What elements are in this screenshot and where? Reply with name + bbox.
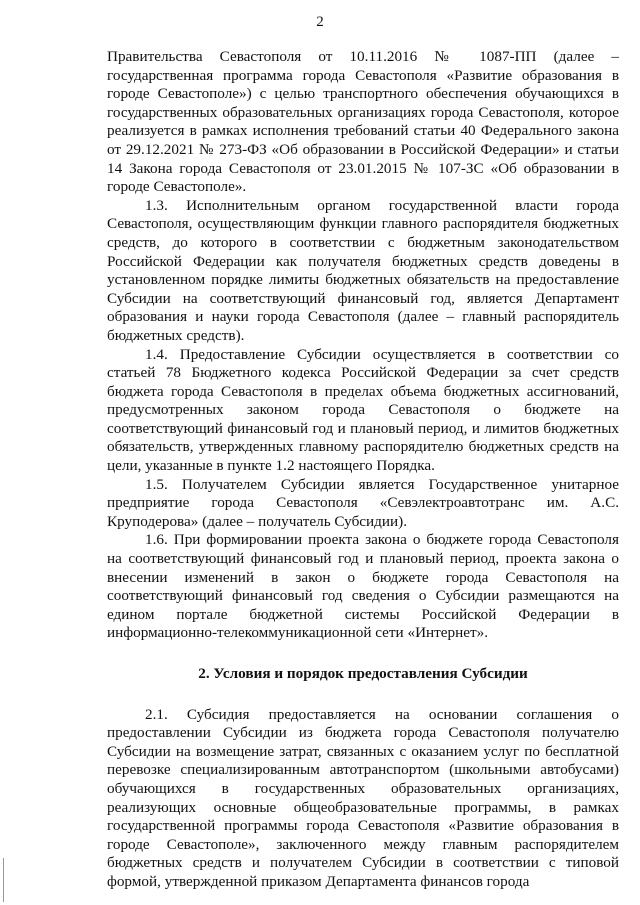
paragraph-1-3: 1.3. Исполнительным органом государственной власти города Севастополя, осуществляющим функции главного распорядителя бюджетных средств, до которого в соответствии с бюджетным законодательством Российской Федерации как получателя бюджетных средств доведены в установленном порядке лимиты бюджетных обязательств на предоставление Субсидии на соответствующий финансовый год, является Департамент образования и науки города Севастополя (далее – главный распорядитель бюджетных средств). [107,196,619,344]
paragraph-1-5: 1.5. Получателем Субсидии является Государственное унитарное предприятие города Севастополя «Севэлектроавтотранс им. А.С. Круподерова» (далее – получатель Субсидии). [107,475,619,530]
document-body [107,48,619,892]
section-heading: 2. Условия и порядок предоставления Субсидии [198,665,528,682]
paragraph-1-6: 1.6. При формировании проекта закона о бюджете города Севастополя на соответствующий финансовый год и плановый период, проекта закона о внесении изменений в закон о бюджете города Севастополя на соответствующий финансовый год сведения о Субсидии размещаются на едином портале бюджетной системы Российской Федерации в информационно-телекоммуникационной сети «Интернет». [107,531,619,642]
scan-edge-mark [3,858,4,902]
page-number: 2 [316,14,324,30]
paragraph-2-1: 2.1. Субсидия предоставляется на основании соглашения о предоставлении Субсидии из бюджета города Севастополя получателю Субсидии на возмещение затрат, связанных с оказанием услуг по бесплатной перевозке специализированным автотранспортом (школьными автобусами) обучающихся в государственных образовательных организациях, реализующих основные общеобразовательные программы, в рамках государственной программы города Севастополя «Развитие образования в городе Севастополе», заключенного между главным распорядителем бюджетных средств и получателем Субсидии в соответствии с типовой формой, утвержденной приказом Департамента финансов города [107,705,619,890]
paragraph-continuation: Правительства Севастополя от 10.11.2016 № 1087-ПП (далее – государственная программа города Севастополя «Развитие образования в городе Севастополе») с целью транспортного обеспечения обучающихся в государственных образовательных организациях города Севастополя, которое реализуется в рамках исполнения требований статьи 40 Федерального закона от 29.12.2021 № 273-ФЗ «Об образовании в Российской Федерации» и статьи 14 Закона города Севастополя от 23.01.2015 № 107-ЗС «Об образовании в городе Севастополе». [107,48,619,196]
paragraph-1-4: 1.4. Предоставление Субсидии осуществляется в соответствии со статьей 78 Бюджетного кодекса Российской Федерации за счет средств бюджета города Севастополя в пределах объема бюджетных ассигнований, предусмотренных законом города Севастополя о бюджете на соответствующий финансовый год и плановый период, и лимитов бюджетных обязательств, утвержденных главному распорядителю бюджетных средств на цели, указанные в пункте 1.2 настоящего Порядка. [107,345,619,475]
